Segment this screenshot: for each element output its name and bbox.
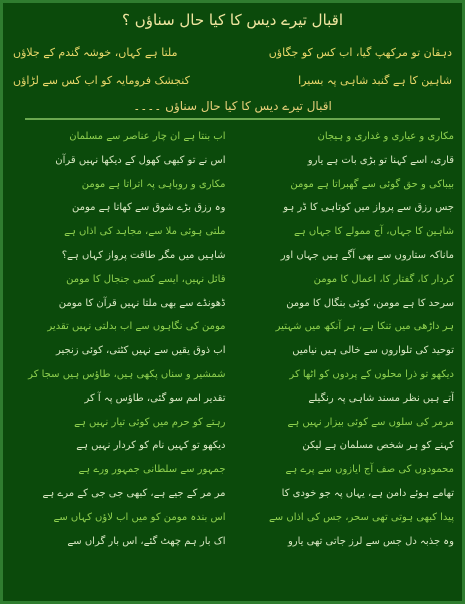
verse-line: دیکھو تو کہیں نام کو کردار نہیں ہے	[76, 440, 226, 452]
verse-line: دیکھو تو ذرا محلوں کے پردوں کو اٹھا کر	[289, 368, 454, 380]
verse-line: ماناکہ ستاروں سے بھی آگے ہیں جہاں اور	[280, 249, 454, 261]
verse-line: شمشیر و سناں پکھی ہیں، طاؤس ہیں سجا کر	[28, 368, 226, 380]
verse-line: ڈھونڈے سے بھی ملتا نہیں قرآن کا مومن	[58, 297, 226, 309]
intro-line-left: کنجشک فرومایہ کو اب کس سے لڑاؤں	[13, 74, 190, 87]
verse-line: اب بنتا ہے ان چار عناصر سے مسلمان	[69, 131, 226, 142]
verse-line: کہنے کو ہر شخص مسلمان ہے لیکن	[302, 440, 454, 452]
verse-line: اس بندہ مومن کو میں اب لاؤں کہاں سے	[53, 511, 226, 523]
verse-line: اب ذوق یقیں سے نہیں کٹتی، کوئی زنجیر	[56, 345, 226, 357]
intro-line-right: شاہین کا ہے گنبد شاہی پہ بسیرا	[298, 74, 452, 87]
intro-line-left: ملتا ہے کہاں، خوشہ گندم کے جلاؤں	[13, 46, 178, 59]
right-verse-column	[240, 125, 455, 595]
verse-line: مکاری و عیاری و غداری و ہیجان	[317, 131, 454, 142]
intro-line	[13, 39, 452, 67]
poem-subtitle: اقبال تیرے دیس کا کیا حال سناؤں ۔۔۔۔	[133, 99, 332, 113]
verse-line: قائل نہیں، ایسے کسی جنجال کا مومن	[66, 273, 226, 285]
intro-line	[13, 67, 452, 95]
verse-line: تقدیر امم سو گئی، طاؤس پہ آ کر	[84, 392, 226, 404]
verse-line: بیباکی و حق گوئی سے گھبراتا ہے مومن	[290, 178, 454, 190]
verse-line: تھامے ہوئے دامن ہے، یہاں پہ جو خودی کا	[281, 487, 454, 499]
page-title: اقبال تیرے دیس کا کیا حال سناؤں ؟	[121, 11, 344, 29]
verse-line: قاری، اسے کہنا تو بڑی بات ہے یارو	[307, 154, 454, 166]
verse-line: ملتی ہوئی ملا سے، مجاہد کی اذاں ہے	[64, 226, 226, 238]
intro-line-right: دہقان تو مرکھپ گیا، اب کس کو جگاؤں	[268, 46, 452, 59]
verse-line: شاہیں میں مگر طاقت پرواز کہاں ہے؟	[61, 249, 226, 261]
verse-line: محمودوں کی صف آج ایازوں سے پرے ہے	[285, 464, 454, 476]
verse-line: شاہین کا جہاں، آج ممولے کا جہاں ہے	[293, 226, 454, 238]
verse-line: رہتے کو حرم میں کوئی تیار نہیں ہے	[74, 416, 226, 428]
left-verse-column	[11, 125, 226, 595]
verse-line: توحید کی تلواروں سے خالی ہیں نیامیں	[292, 345, 454, 357]
verse-line: کردار کا، گفتار کا، اعمال کا مومن	[313, 273, 454, 285]
intro-verses	[13, 39, 452, 97]
verse-line: ہر داڑھی میں تنکا ہے، ہر آنکھ میں شہتیر	[275, 321, 454, 333]
verse-line: مومن کی نگاہوں سے اب بدلتی نہیں تقدیر	[47, 321, 226, 333]
verse-line: جس رزق سے پرواز میں کوتاہی کا ڈر ہو	[283, 202, 454, 214]
divider	[25, 118, 440, 120]
verse-columns	[11, 125, 454, 595]
verse-line: مر مر کے جیے ہے، کبھی جی جی کے مرے ہے	[42, 487, 226, 499]
verse-line: مکاری و روباہی پہ اتراتا ہے مومن	[81, 178, 226, 190]
verse-line: اک بار ہم چھٹ گئے، اس بار گراں سے	[67, 535, 226, 547]
verse-line: مرمر کی سلوں سے کوئی بیزار نہیں ہے	[287, 416, 454, 428]
verse-line: وہ رزق بڑے شوق سے کھاتا ہے مومن	[71, 202, 226, 214]
verse-line: جمہور سے سلطانی جمہور ورے ہے	[78, 464, 226, 476]
verse-line: وہ جذبہ دل جس سے لرز جاتی تھی یارو	[287, 535, 454, 547]
verse-line: آتے ہیں نظر مسند شاہی پہ رنگیلے	[308, 392, 454, 404]
verse-line: پیدا کبھی ہوتی تھی سحر، جس کی اذاں سے	[268, 511, 454, 523]
verse-line: اس نے تو کبھی کھول کے دیکھا نہیں قرآن	[55, 154, 226, 166]
verse-line: سرحد کا ہے مومن، کوئی بنگال کا مومن	[286, 297, 454, 309]
